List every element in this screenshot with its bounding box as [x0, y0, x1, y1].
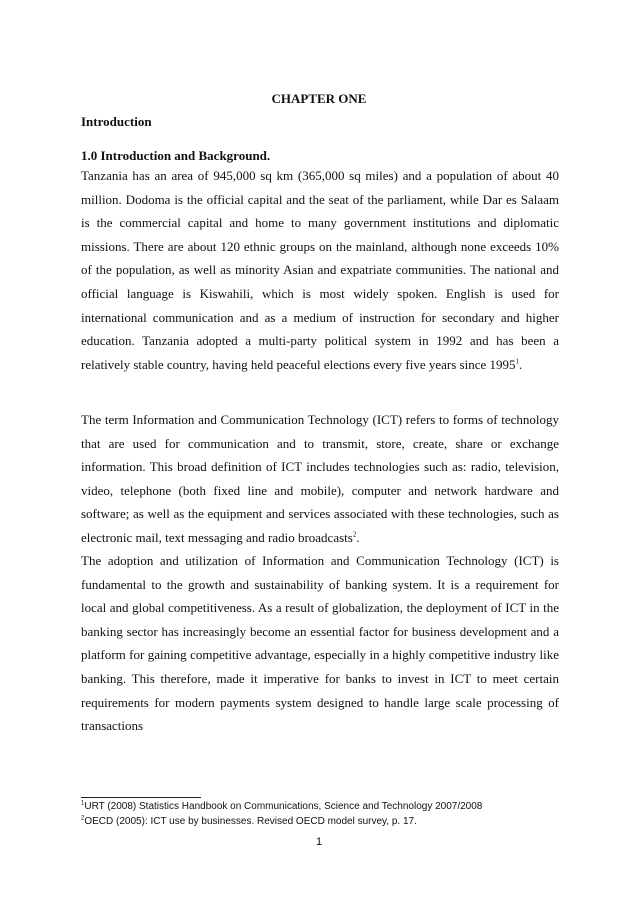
paragraph-end: .	[518, 356, 523, 372]
paragraph-text: The adoption and utilization of Information and Communication Technology (ICT) is fundamental to the growth and sustainability of banking system. It is a requirement for local and global competitiveness. As a result of globalization, the deployment of ICT in the banking sector has increasingly become an essential factor for business development and a platform for gaining competitive advantage, especially in a highly competitive industry like banking. This therefore, made it imperative for banks to invest in ICT to meet certain requirements for modern payments system designed to handle large scale processing of transactions	[81, 553, 559, 734]
footnote-reference: 1	[515, 357, 519, 366]
paragraph-ict-definition	[81, 408, 559, 550]
paragraph-ict-banking	[81, 549, 559, 738]
footnote-text: URT (2008) Statistics Handbook on Communications, Science and Technology 2007/2008	[84, 801, 483, 812]
chapter-title: CHAPTER ONE	[271, 91, 367, 106]
footnote-2	[81, 816, 417, 827]
footnote-number: 2	[81, 815, 85, 822]
footnote-number: 1	[81, 800, 85, 807]
paragraph-text: The term Information and Communication Technology (ICT) refers to forms of technology that are used for communication and to transmit, store, create, share or exchange information. This broad definition of ICT includes technologies such as: radio, television, video, telephone (both fixed line and mobile), computer and network hardware and software; as well as the equipment and services associated with these technologies, such as electronic mail, text messaging and radio broadcasts	[81, 412, 559, 545]
paragraph-text: Tanzania has an area of 945,000 sq km (365,000 sq miles) and a population of about 40 million. Dodoma is the official capital and the seat of the parliament, while Dar es Salaam is the commercial capital and home to many government institutions and diplomatic missions. There are about 120 ethnic groups on the mainland, although none exceeds 10% of the population, as well as minority Asian and expatriate communities. The national and official language is Kiswahili, which is most widely spoken. English is used for international communication and as a medium of instruction for secondary and higher education. Tanzania adopted a multi-party political system in 1992 and has been a relatively stable country, having held peaceful elections every five years since 1995	[81, 168, 559, 372]
section-heading: Introduction	[81, 114, 152, 129]
footnote-reference: 2	[352, 530, 357, 539]
footnote-text: OECD (2005): ICT use by businesses. Revised OECD model survey, p. 17.	[84, 816, 417, 827]
paragraph-end: .	[356, 529, 360, 545]
footnote-1	[81, 801, 482, 812]
subsection-heading: 1.0 Introduction and Background.	[81, 148, 271, 163]
footnote-separator	[81, 797, 201, 798]
page-number: 1	[315, 836, 323, 848]
paragraph-tanzania-background	[81, 164, 559, 376]
